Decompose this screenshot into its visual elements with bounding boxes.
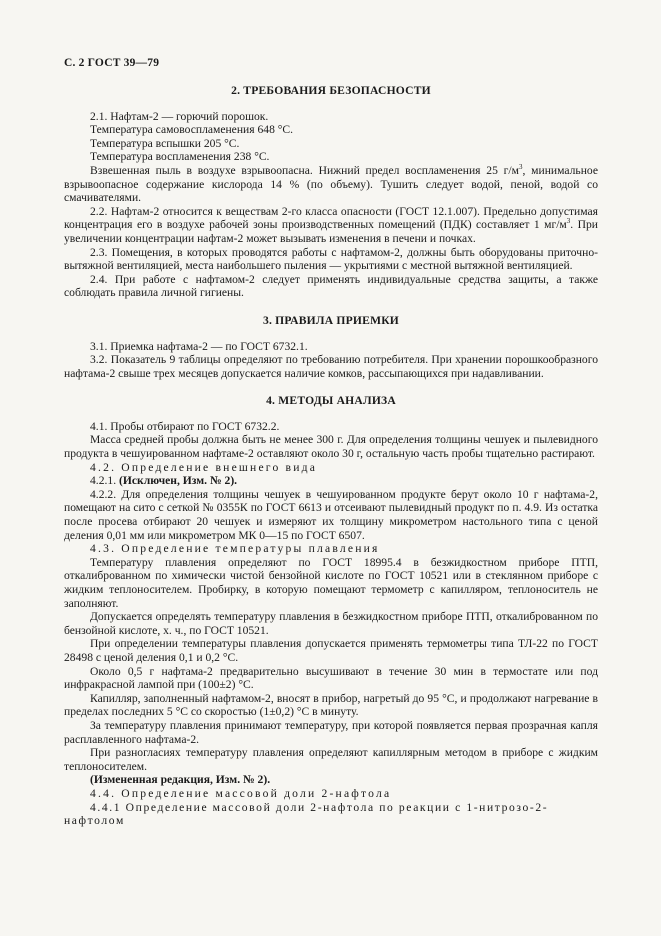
subsection-4-4-1-title: 4.4.1 Определение массовой доли 2-нафтола по реакции с 1-нитрозо-2-нафтолом <box>64 800 549 828</box>
subsection-4-4-title: 4.4. Определение массовой доли 2-нафтола <box>90 786 392 800</box>
paragraph-2-1: 2.1. Нафтам-2 — горючий порошок. <box>90 109 269 123</box>
text-span: . При увеличении концентрации нафтам-2 может вызывать изменения в печени и почках. <box>64 218 598 245</box>
text-span: 2.2. Нафтам-2 относится к веществам 2-го класса опасности (ГОСТ 12.1.007). Предельно допустимая концентрация его в воздухе рабочей зоны производственных помещений (ПДК) составляет 1 мг/м <box>64 204 598 232</box>
paragraph-2-2 <box>64 205 598 246</box>
superscript: 3 <box>518 163 523 172</box>
paragraph-2-3: 2.3. Помещения, в которых проводятся работы с нафтамом-2, должны быть оборудованы приточно-вытяжной вентиляцией, места наибольшего пыления — укрытиями с местной вытяжной вентиляцией. <box>64 245 598 273</box>
paragraph-4-3-method: Температуру плавления определяют по ГОСТ 18995.4 в безжидкостном приборе ПТП, откалиброванном по химически чистой бензойной кислоте по ГОСТ 10521 или в стеклянном приборе с жидким теплоносителем. Пробирку, в которую помещают термометр с капилляром, теплоноситель не заполняют. <box>64 555 598 610</box>
paragraph-4-1-mass: Масса средней пробы должна быть не менее 300 г. Для определения толщины чешуек и пылевидного продукта в чешуированном нафтаме-2 оставляют около 30 г, остальную часть пробы тщательно растирают. <box>64 433 598 461</box>
paragraph-2-1-dust <box>64 164 598 205</box>
subsection-4-2-title: 4.2. Определение внешнего вида <box>90 460 318 474</box>
page-header: С. 2 ГОСТ 39—79 <box>64 57 160 69</box>
paragraph-2-1-ignition: Температура воспламенения 238 °С. <box>90 150 270 164</box>
text-span: 4.2.1. <box>90 474 119 488</box>
document-body <box>64 82 598 828</box>
paragraph-2-1-autoignition: Температура самовоспламенения 648 °С. <box>90 123 294 137</box>
paragraph-4-2-1 <box>64 474 598 488</box>
paragraph-4-3-disputes: При разногласиях температуру плавления определяют капиллярным методом в приборе с жидким теплоносителем. <box>64 746 598 773</box>
text-span: Взвешенная пыль в воздухе взрывоопасна. Нижний предел воспламенения 25 г/м <box>90 163 519 177</box>
paragraph-3-2: 3.2. Показатель 9 таблицы определяют по требованию потребителя. При хранении порошкообразного нафтама-2 свыше трех месяцев допускается наличие комков, рассыпающихся при надавливании. <box>64 353 598 380</box>
paragraph-4-1: 4.1. Пробы отбирают по ГОСТ 6732.2. <box>90 419 280 433</box>
paragraph-2-4: 2.4. При работе с нафтамом-2 следует применять индивидуальные средства защиты, а также соблюдать правила личной гигиены. <box>64 272 598 300</box>
paragraph-3-1: 3.1. Приемка нафтама-2 — по ГОСТ 6732.1. <box>90 339 308 353</box>
paragraph-4-2-2: 4.2.2. Для определения толщины чешуек в чешуированном продукте берут около 10 г нафтама-2, помещают на сито с сеткой № 0355К по ГОСТ 6613 и отсеивают пылевидный продукт по п. 4.9. Из остатка после просева отбирают 20 чешуек и измеряют их толщину микрометром настольного типа с ценой деления 0,01 мм или микрометром МК 0—15 по ГОСТ 6507. <box>64 487 598 542</box>
amendment-note: (Измененная редакция, Изм. № 2). <box>90 773 271 787</box>
paragraph-4-3-capillary: Капилляр, заполненный нафтамом-2, вносят в прибор, нагретый до 95 °С, и продолжают нагревание в пределах последних 5 °С со скоростью (1±0,2) °С в минуту. <box>64 691 598 719</box>
paragraph-4-3-allowed: Допускается определять температуру плавления в безжидкостном приборе ПТП, откалиброванном по бензойной кислоте, х. ч., по ГОСТ 10521. <box>64 610 598 637</box>
paragraph-2-1-flash: Температура вспышки 205 °С. <box>90 136 240 150</box>
section-3-title: 3. ПРАВИЛА ПРИЕМКИ <box>262 313 400 327</box>
subsection-4-3-title: 4.3. Определение температуры плавления <box>90 542 380 556</box>
text-span: , минимальное взрывоопасное содержание кислорода 14 % (по объему). Тушить следует водой, пеной, водой со смачивателями. <box>64 163 598 205</box>
paragraph-4-3-melting-point: За температуру плавления принимают температуру, при которой появляется первая прозрачная капля расплавленного нафтама-2. <box>64 718 598 746</box>
paragraph-4-3-thermometer: При определении температуры плавления допускается применять термометры типа ТЛ-22 по ГОСТ 28498 с ценой деления 0,1 и 0,2 °С. <box>64 637 598 664</box>
section-2-title: 2. ТРЕБОВАНИЯ БЕЗОПАСНОСТИ <box>231 84 431 97</box>
paragraph-4-3-drying: Около 0,5 г нафтама-2 предварительно высушивают в течение 30 мин в термостате или под инфракрасной лампой при (100±2) °С. <box>64 664 598 692</box>
section-4-title: 4. МЕТОДЫ АНАЛИЗА <box>266 394 396 408</box>
amendment-note: (Исключен, Изм. № 2). <box>118 474 238 488</box>
superscript: 3 <box>566 217 571 226</box>
